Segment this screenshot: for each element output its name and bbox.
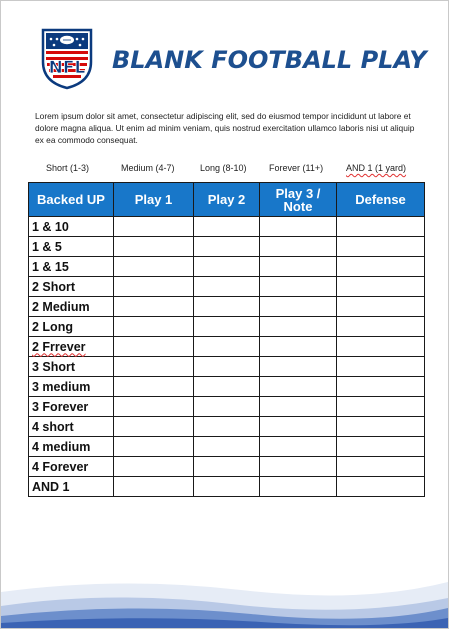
cell-play-2[interactable]: [194, 357, 260, 377]
cell-play-2[interactable]: [194, 397, 260, 417]
cell-play-1[interactable]: [114, 217, 194, 237]
cell-defense[interactable]: [337, 357, 425, 377]
table-row: [29, 237, 425, 257]
cell-play-2[interactable]: [194, 277, 260, 297]
cell-defense[interactable]: [337, 417, 425, 437]
row-label: 1 & 10: [29, 217, 114, 237]
cell-play-1[interactable]: [114, 317, 194, 337]
cell-play-3[interactable]: [260, 417, 337, 437]
header-play-2: Play 2: [194, 183, 260, 217]
cell-defense[interactable]: [337, 297, 425, 317]
cell-play-2[interactable]: [194, 217, 260, 237]
cell-play-3[interactable]: [260, 357, 337, 377]
header-play-1: Play 1: [114, 183, 194, 217]
cell-defense[interactable]: [337, 217, 425, 237]
cell-play-2[interactable]: [194, 457, 260, 477]
cell-play-1[interactable]: [114, 397, 194, 417]
table-row: [29, 417, 425, 437]
header-backed-up: Backed UP: [29, 183, 114, 217]
row-label: 4 short: [29, 417, 114, 437]
legend-and1: AND 1 (1 yard): [346, 163, 407, 173]
cell-play-2[interactable]: [194, 477, 260, 497]
cell-defense[interactable]: [337, 237, 425, 257]
row-label: 1 & 5: [29, 237, 114, 257]
cell-play-3[interactable]: [260, 377, 337, 397]
table-row: [29, 357, 425, 377]
table-row: [29, 217, 425, 237]
cell-defense[interactable]: [337, 457, 425, 477]
nfl-shield-logo: [40, 24, 94, 90]
row-label: AND 1: [29, 477, 114, 497]
yardage-legend: [28, 163, 428, 177]
cell-play-2[interactable]: [194, 257, 260, 277]
footer-wave-decoration: [1, 568, 448, 628]
cell-play-1[interactable]: [114, 437, 194, 457]
table-row: [29, 457, 425, 477]
cell-play-2[interactable]: [194, 377, 260, 397]
row-label: 1 & 15: [29, 257, 114, 277]
cell-defense[interactable]: [337, 377, 425, 397]
table-row: [29, 437, 425, 457]
cell-play-2[interactable]: [194, 437, 260, 457]
cell-defense[interactable]: [337, 477, 425, 497]
document-title: BLANK FOOTBALL PLAY: [112, 46, 427, 74]
cell-play-2[interactable]: [194, 417, 260, 437]
table-row: [29, 377, 425, 397]
cell-play-3[interactable]: [260, 277, 337, 297]
cell-play-3[interactable]: [260, 297, 337, 317]
row-label: 2 Short: [29, 277, 114, 297]
cell-play-3[interactable]: [260, 477, 337, 497]
table-row: [29, 257, 425, 277]
cell-play-3[interactable]: [260, 257, 337, 277]
row-label: 3 Short: [29, 357, 114, 377]
cell-play-2[interactable]: [194, 297, 260, 317]
table-row: [29, 277, 425, 297]
table-row: [29, 397, 425, 417]
cell-defense[interactable]: [337, 317, 425, 337]
intro-paragraph: Lorem ipsum dolor sit amet, consectetur adipiscing elit, sed do eiusmod tempor incididunt ut labore et dolore magna aliqua. Ut enim ad minim veniam, quis nostrud exercitation ullamco laboris nisi ut aliquip ex ea commodo consequat.: [35, 111, 415, 146]
cell-defense[interactable]: [337, 257, 425, 277]
legend-forever: Forever (11+): [269, 163, 324, 173]
cell-defense[interactable]: [337, 277, 425, 297]
table-row: [29, 317, 425, 337]
row-label: 2 Frrever: [29, 337, 114, 357]
cell-play-3[interactable]: [260, 397, 337, 417]
table-row: [29, 297, 425, 317]
cell-play-2[interactable]: [194, 237, 260, 257]
row-label: 2 Medium: [29, 297, 114, 317]
row-label: 4 medium: [29, 437, 114, 457]
cell-play-2[interactable]: [194, 337, 260, 357]
table-header-row: [29, 183, 425, 217]
cell-defense[interactable]: [337, 437, 425, 457]
cell-play-1[interactable]: [114, 337, 194, 357]
cell-defense[interactable]: [337, 337, 425, 357]
cell-play-3[interactable]: [260, 237, 337, 257]
play-table: [28, 182, 425, 497]
row-label: 3 Forever: [29, 397, 114, 417]
cell-play-1[interactable]: [114, 237, 194, 257]
cell-play-3[interactable]: [260, 217, 337, 237]
cell-play-1[interactable]: [114, 477, 194, 497]
cell-play-3[interactable]: [260, 457, 337, 477]
row-label: 2 Long: [29, 317, 114, 337]
table-row: [29, 477, 425, 497]
legend-long: Long (8-10): [200, 163, 247, 173]
cell-play-3[interactable]: [260, 437, 337, 457]
table-row: [29, 337, 425, 357]
logo-text: NFL: [48, 58, 86, 78]
cell-play-1[interactable]: [114, 297, 194, 317]
cell-play-1[interactable]: [114, 257, 194, 277]
cell-play-3[interactable]: [260, 337, 337, 357]
cell-play-1[interactable]: [114, 277, 194, 297]
cell-play-1[interactable]: [114, 457, 194, 477]
cell-play-1[interactable]: [114, 417, 194, 437]
legend-medium: Medium (4-7): [121, 163, 175, 173]
cell-play-3[interactable]: [260, 317, 337, 337]
cell-play-2[interactable]: [194, 317, 260, 337]
cell-defense[interactable]: [337, 397, 425, 417]
header-defense: Defense: [337, 183, 425, 217]
cell-play-1[interactable]: [114, 377, 194, 397]
cell-play-1[interactable]: [114, 357, 194, 377]
legend-short: Short (1-3): [46, 163, 90, 173]
row-label: 4 Forever: [29, 457, 114, 477]
row-label: 3 medium: [29, 377, 114, 397]
header-play-3-note: Play 3 / Note: [260, 183, 337, 217]
